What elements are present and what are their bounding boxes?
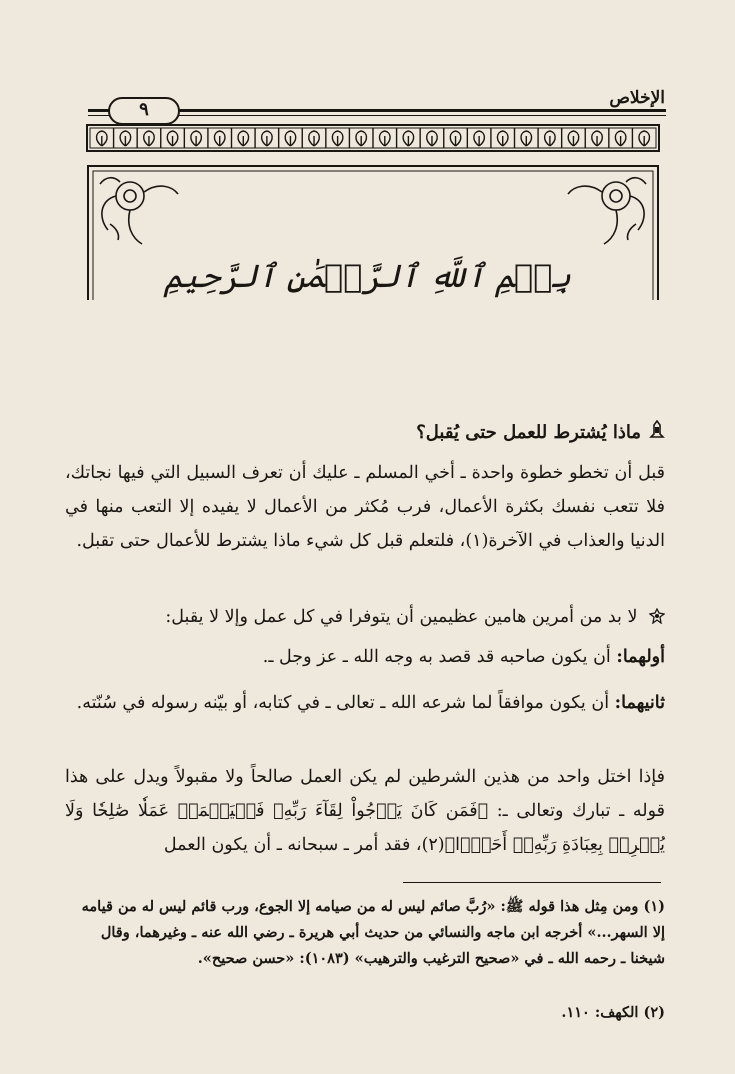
- flower-bullet-icon: [637, 607, 665, 627]
- footnote-1: (١) ومن مِثل هذا قوله ﷺ: «رُبَّ صائم ليس له من صيامه إلا الجوع، ورب قائم ليس له من قيامه إلا السهر...» أخرجه ابن ماجه والنسائي من حديث أبي هريرة ـ رضي الله عنه ـ وغيرهما، وقال شيخنا ـ رحمه الله ـ في «صحيح الترغيب والترهيب» (١٠٨٣): «حسن صحيح».: [81, 898, 665, 967]
- second-label: ثانيهما:: [614, 693, 665, 713]
- leaf-motif: [403, 131, 414, 146]
- leaf-motif: [450, 131, 461, 146]
- leaf-motif: [214, 131, 225, 146]
- footnote-rule: [403, 882, 661, 883]
- paragraph-conditions: فإذا اختل واحد من هذين الشرطين لم يكن العمل صالحاً ولا مقبولاً ويدل على هذا قوله ـ تبارك وتعالى ـ: ﴿فَمَن كَانَ يَرۡجُواْ لِقَآءَ رَبِّهِۦ فَلۡيَعۡمَلۡ عَمَلٗا صَٰلِحٗا وَلَا يُشۡرِكۡ بِعِبَادَةِ رَبِّهِۦٓ أَحَدَۢا﴾(٢)، فقد أمر ـ سبحانه ـ أن يكون العمل: [65, 767, 665, 855]
- leaf-motif: [427, 131, 438, 146]
- leaf-motif: [167, 131, 178, 146]
- page-number: ٩: [108, 97, 180, 125]
- conditions-bullet: [65, 600, 665, 634]
- leaf-motif: [332, 131, 343, 146]
- leaf-motif: [120, 131, 131, 146]
- first-label: أولهما:: [616, 647, 665, 667]
- first-text: أن يكون صاحبه قد قصد به وجه الله ـ عز وجل ـ.: [262, 647, 611, 667]
- footnote-2: (٢) الكهف: ١١٠.: [561, 1004, 665, 1021]
- leaf-motif: [639, 131, 650, 146]
- leaf-motif: [497, 131, 508, 146]
- leaf-motif: [309, 131, 320, 146]
- condition-second: [65, 686, 665, 720]
- running-title: الإخلاص: [609, 88, 665, 108]
- section-question: [65, 420, 665, 443]
- basmala: بِسۡمِ ٱللَّهِ ٱلرَّحۡمَٰنِ ٱلرَّحِيمِ: [163, 257, 572, 295]
- leaf-motif: [97, 131, 108, 146]
- leaf-motif: [592, 131, 603, 146]
- leaf-motif: [615, 131, 626, 146]
- question-text: ماذا يُشترط للعمل حتى يُقبل؟: [416, 422, 641, 443]
- leaf-motif: [262, 131, 273, 146]
- leaf-motif: [191, 131, 202, 146]
- corner-ornament-icon: [100, 178, 646, 244]
- leaf-band-icon: [86, 124, 660, 152]
- bullet-text: لا بد من أمرين هامين عظيمين أن يتوفرا في كل عمل وإلا لا يقبل:: [165, 607, 638, 627]
- leaf-motif: [356, 131, 367, 146]
- page-number-bar: [88, 99, 666, 121]
- leaf-motif: [568, 131, 579, 146]
- leaf-motif: [144, 131, 155, 146]
- leaf-motif: [285, 131, 296, 146]
- leaf-motif: [380, 131, 391, 146]
- leaf-motif: [545, 131, 556, 146]
- paragraph-intro: قبل أن تخطو خطوة واحدة ـ أخي المسلم ـ عليك أن تعرف السبيل التي فيها نجاتك، فلا تتعب نفسك بكثرة الأعمال، فرب مُكثر من الأعمال لا يفيده إلا التعب منها في الدنيا والعذاب في الآخرة(١)، فلتعلم قبل كل شيء ماذا يشترط للأعمال حتى تقبل.: [65, 463, 665, 551]
- lamp-icon: [649, 420, 665, 443]
- leaf-motif: [521, 131, 532, 146]
- leaf-motif: [474, 131, 485, 146]
- leaf-motif: [238, 131, 249, 146]
- second-text: أن يكون موافقاً لما شرعه الله ـ تعالى ـ في كتابه، أو بيّنه رسوله في سُنّته.: [76, 693, 610, 713]
- condition-first: [65, 640, 665, 674]
